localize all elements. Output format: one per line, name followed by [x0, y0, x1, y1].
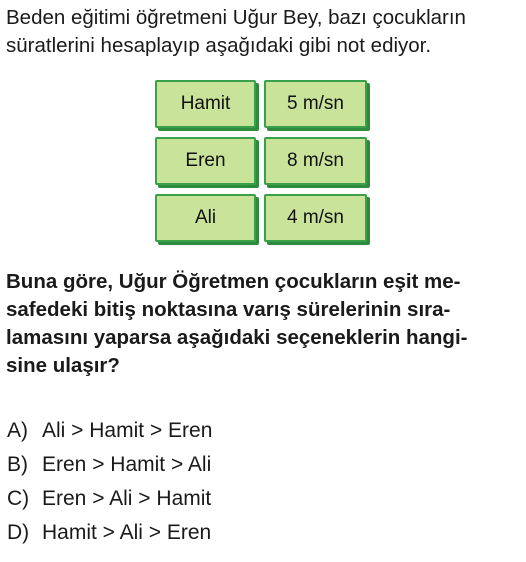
option-d[interactable]: [7, 516, 212, 550]
question-line: safedeki bitiş noktasına varış sürelerinin sıra-: [6, 298, 451, 321]
intro-text: [6, 4, 522, 60]
option-letter: A): [7, 419, 28, 442]
intro-line: süratlerini hesaplayıp aşağıdaki gibi not ediyor.: [6, 34, 432, 57]
question-text: [6, 268, 522, 380]
option-a[interactable]: [7, 414, 212, 448]
name-cell-hamit: Hamit: [155, 80, 256, 128]
option-text: Ali > Hamit > Eren: [42, 419, 213, 442]
option-text: Eren > Ali > Hamit: [42, 487, 212, 510]
answer-options: [7, 414, 212, 550]
question-line: lamasını yaparsa aşağıdaki seçeneklerin hangi-: [6, 326, 468, 349]
name-cell-ali: Ali: [155, 194, 256, 242]
name-cell-eren: Eren: [155, 137, 256, 185]
option-text: Hamit > Ali > Eren: [42, 521, 212, 544]
intro-line: Beden eğitimi öğretmeni Uğur Bey, bazı çocukların: [6, 6, 466, 29]
option-c[interactable]: [7, 482, 212, 516]
option-letter: C): [7, 487, 30, 510]
option-text: Eren > Hamit > Ali: [42, 453, 212, 476]
question-line: Buna göre, Uğur Öğretmen çocukların eşit me-: [6, 270, 461, 293]
speed-cell-eren: 8 m/sn: [264, 137, 367, 185]
option-letter: D): [7, 521, 30, 544]
option-letter: B): [7, 453, 28, 476]
question-line: sine ulaşır?: [6, 354, 120, 377]
speed-cell-hamit: 5 m/sn: [264, 80, 367, 128]
speed-cell-ali: 4 m/sn: [264, 194, 367, 242]
option-b[interactable]: [7, 448, 212, 482]
